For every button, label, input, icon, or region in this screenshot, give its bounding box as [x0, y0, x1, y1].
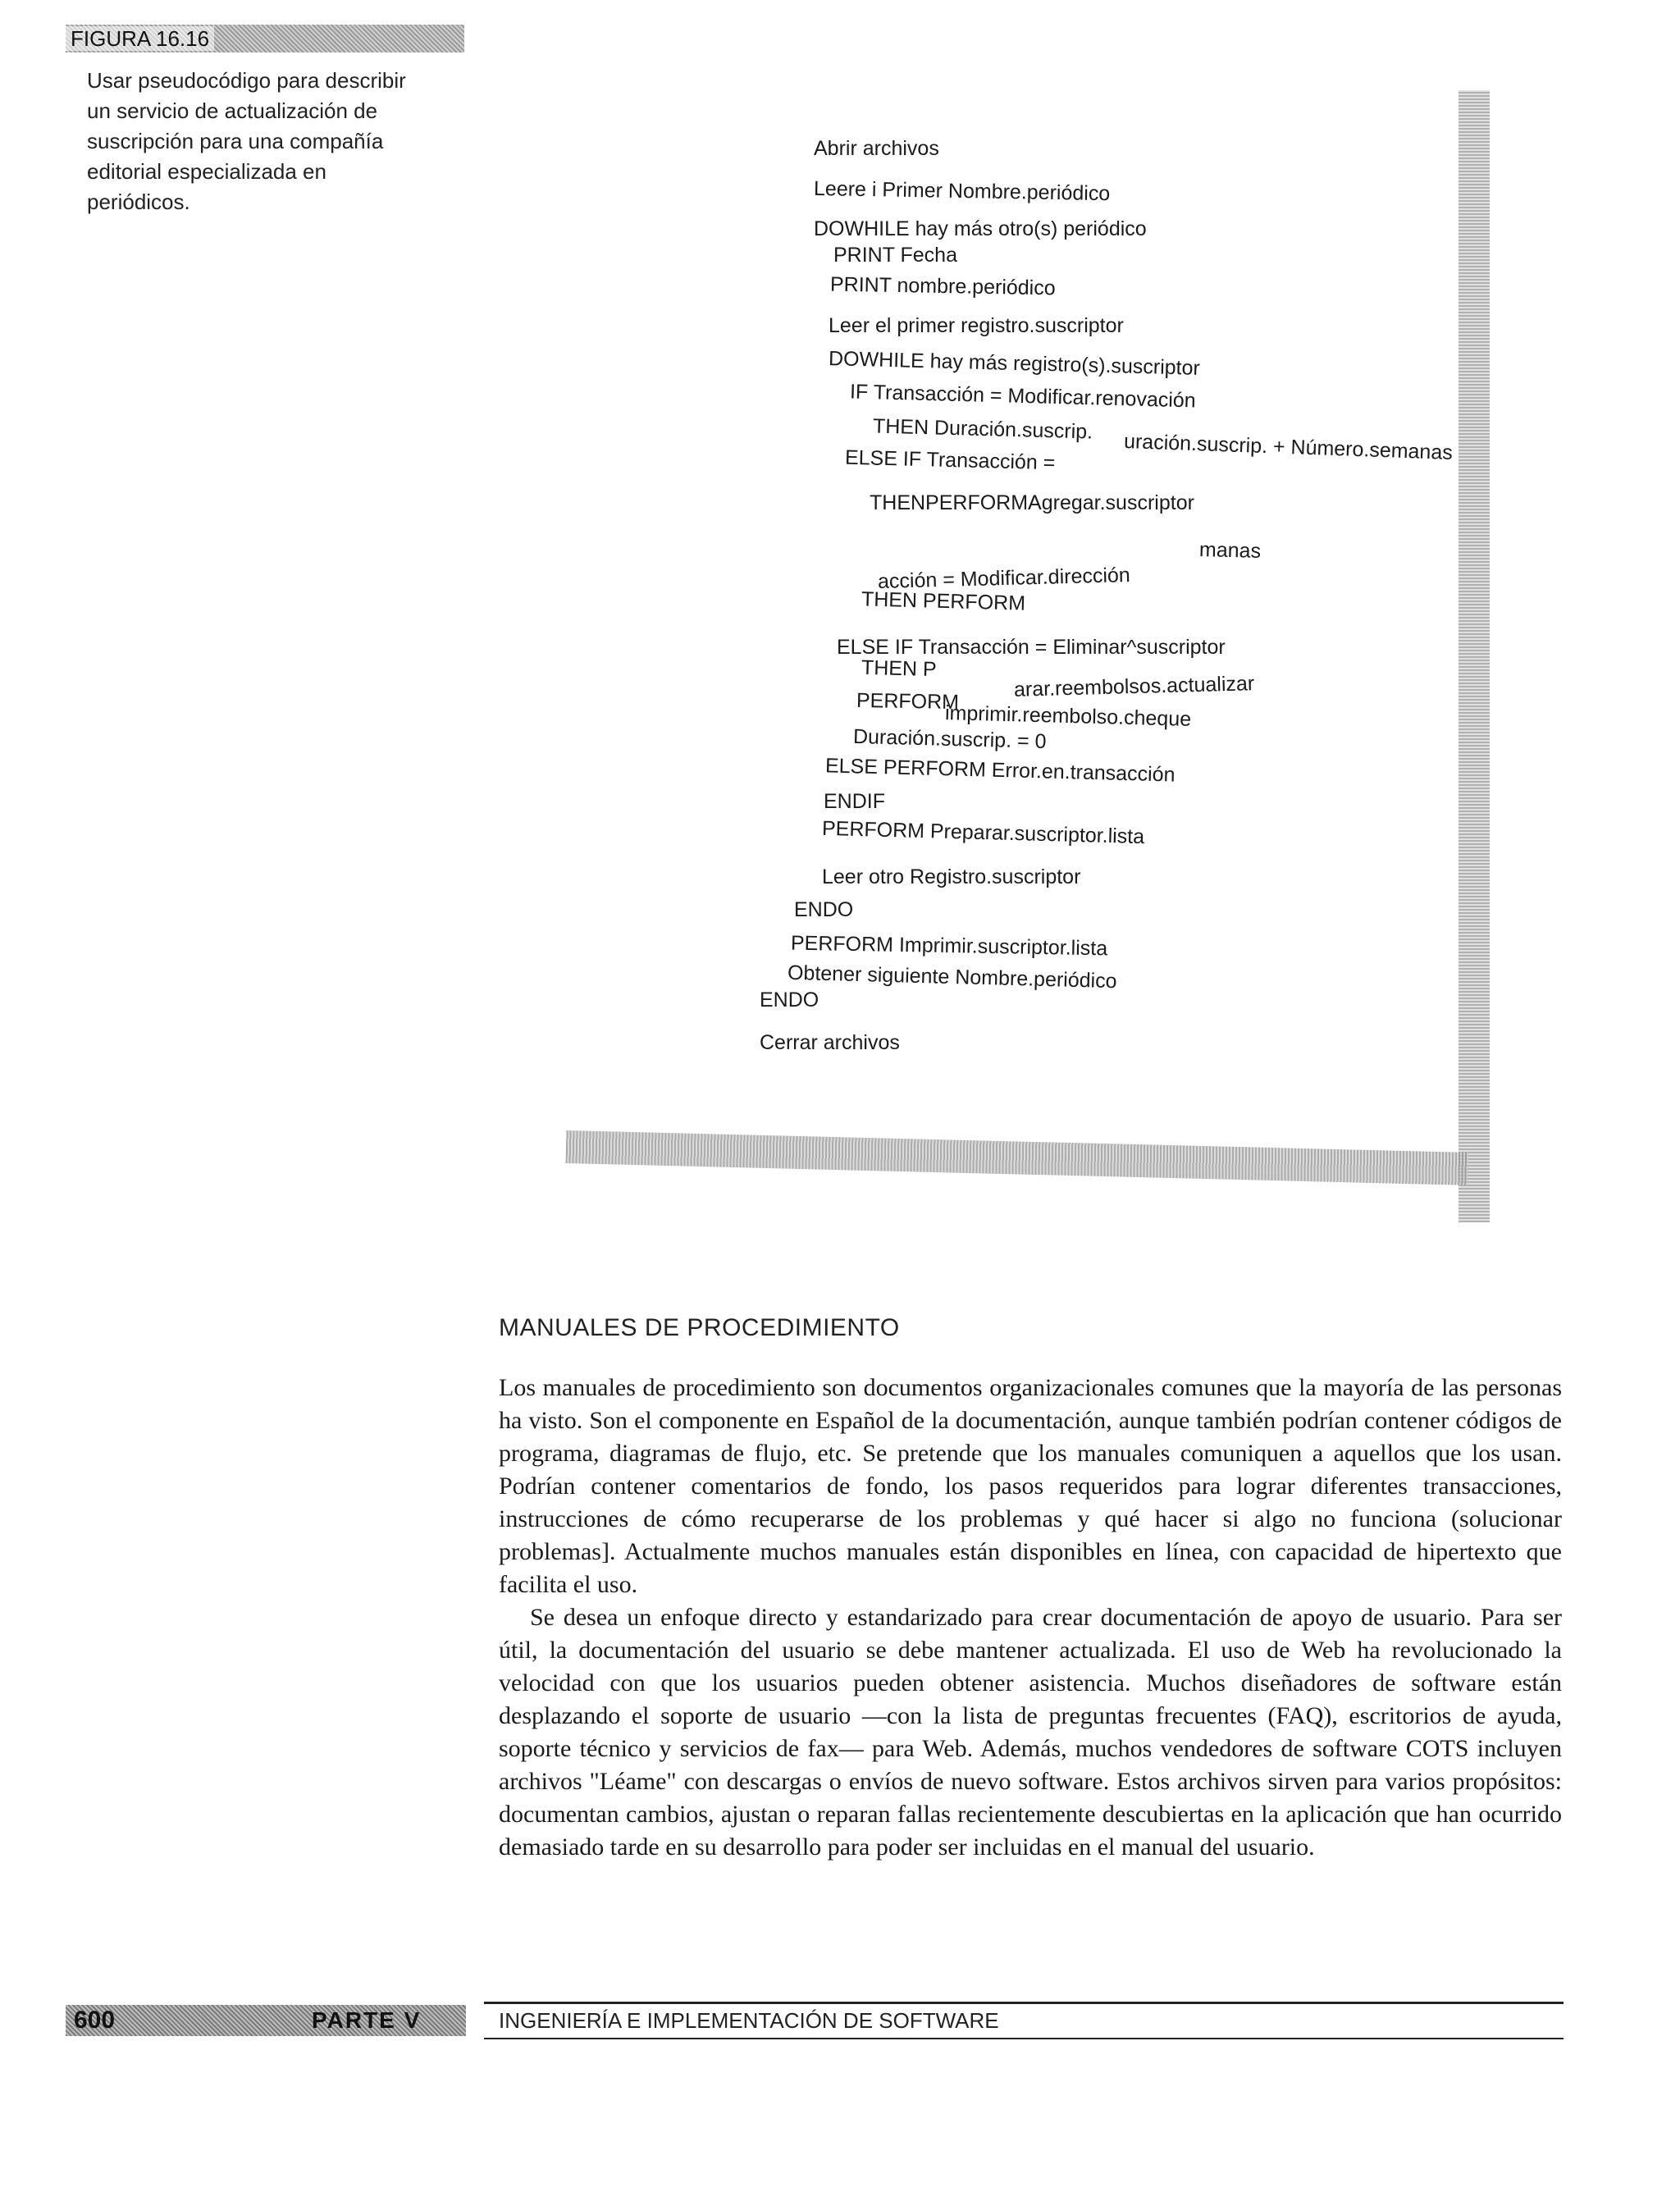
- footer-rule: [484, 2038, 1564, 2039]
- code-line: Obtener siguiente Nombre.periódico: [787, 961, 1117, 993]
- code-line: Cerrar archivos: [760, 1031, 900, 1054]
- code-line: acción = Modificar.dirección: [877, 563, 1131, 594]
- code-line: imprimir.reembolso.cheque: [944, 701, 1192, 731]
- code-line: THENPERFORMAgregar.suscriptor: [870, 491, 1194, 514]
- code-line: PRINT nombre.periódico: [829, 272, 1056, 300]
- code-line: THEN P: [861, 655, 938, 682]
- figure-caption: Usar pseudocódigo para describir un servicio de actualización de suscripción para una compañía editorial especializada en periódicos.: [87, 68, 406, 214]
- code-line: PRINT Fecha: [833, 244, 957, 267]
- footer-rule: [484, 2002, 1564, 2004]
- part-label: PARTE V: [312, 2007, 422, 2033]
- code-line: PERFORM Preparar.suscriptor.lista: [821, 816, 1145, 849]
- code-line: THEN PERFORM: [861, 587, 1026, 615]
- code-line: Duración.suscrip. = 0: [852, 724, 1047, 754]
- code-line: Abrir archivos: [814, 137, 939, 160]
- code-line: ENDO: [794, 898, 854, 921]
- code-line: uración.suscrip. + Número.semanas: [1123, 430, 1454, 464]
- running-footer-title: INGENIERÍA E IMPLEMENTACIÓN DE SOFTWARE: [499, 2008, 999, 2033]
- section-title: MANUALES DE PROCEDIMIENTO: [499, 1314, 900, 1341]
- code-line: ENDO: [760, 989, 819, 1011]
- code-line: DOWHILE hay más registro(s).suscriptor: [828, 347, 1201, 380]
- code-line: manas: [1198, 538, 1262, 563]
- code-line: Leer otro Registro.suscriptor: [822, 865, 1081, 888]
- code-line: Leere i Primer Nombre.periódico: [813, 176, 1111, 206]
- code-line: ELSE IF Transacción =: [844, 445, 1056, 475]
- scan-edge-bottom: [566, 1130, 1469, 1185]
- code-line: ELSE IF Transacción = Eliminar^suscriptor: [837, 636, 1226, 659]
- code-line: PERFORM: [856, 688, 960, 715]
- paragraph: Los manuales de procedimiento son documentos organizacionales comunes que la mayoría de las personas ha visto. Son el componente en Español de la documentación, aunque también podrían contener códigos de programa, diagramas de flujo, etc. Se pretende que los manuales comuniquen a aquellos que los usan. Podrían contener comentarios de fondo, los pasos requeridos para lograr diferentes transacciones, instrucciones de cómo recuperarse de los problemas y qué hacer si algo no funciona (solucionar problemas]. Actualmente muchos manuales están disponibles en línea, con capacidad de hipertexto que facilita el uso.: [499, 1374, 1562, 1598]
- paragraph: Se desea un enfoque directo y estandarizado para crear documentación de apoyo de usuario. Para ser útil, la documentación del usuario se debe mantener actualizada. El uso de Web ha revolucionado la velocidad con que los usuarios pueden obtener asistencia. Muchos diseñadores de software están desplazando el soporte de usuario —con la lista de preguntas frecuentes (FAQ), escritorios de ayuda, soporte técnico y servicios de fax— para Web. Además, muchos vendedores de software COTS incluyen archivos "Léame" con descargas o envíos de nuevo software. Estos archivos sirven para varios propósitos: documentan cambios, ajustan o reparan fallas recientemente descubiertas en la aplicación que han ocurrido demasiado tarde en su desarrollo para poder ser incluidas en el manual del usuario.: [499, 1604, 1562, 1861]
- code-line: ENDIF: [824, 790, 885, 813]
- figure-label: FIGURA 16.16: [66, 25, 464, 53]
- code-line: ELSE PERFORM Error.en.transacción: [824, 754, 1176, 787]
- code-line: IF Transacción = Modificar.renovación: [849, 380, 1197, 413]
- page-number: 600: [74, 2007, 116, 2034]
- section-body: [499, 1372, 1562, 1864]
- code-line: arar.reembolsos.actualizar: [1013, 672, 1255, 701]
- code-line: THEN Duración.suscrip.: [872, 414, 1093, 444]
- code-line: Leer el primer registro.suscriptor: [829, 314, 1124, 337]
- scan-edge-right: [1459, 90, 1490, 1222]
- code-line: PERFORM Imprimir.suscriptor.lista: [790, 931, 1108, 961]
- code-line: DOWHILE hay más otro(s) periódico: [814, 217, 1147, 240]
